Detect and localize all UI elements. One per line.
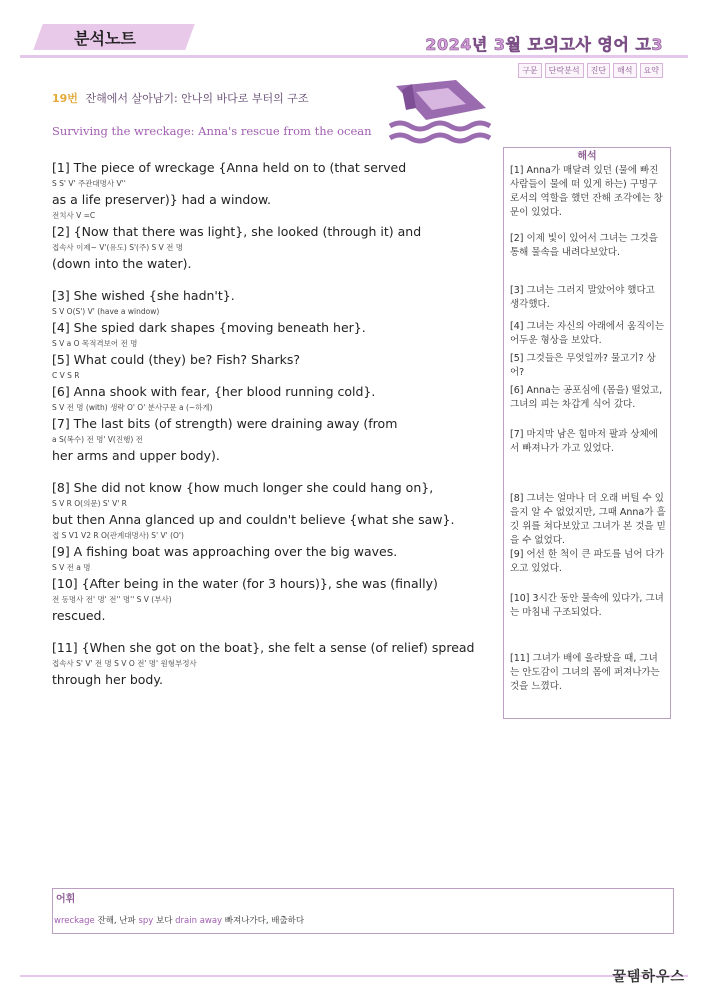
tag-item: 해석 bbox=[613, 63, 636, 78]
grammar-annotation: S V O(S') V' (have a window) bbox=[52, 307, 160, 316]
translation-item: [10] 3시간 동안 물속에 있다가, 그녀는 마침내 구조되었다. bbox=[510, 593, 664, 618]
sentence-line: [7] The last bits (of strength) were draining away (from bbox=[52, 416, 398, 431]
grammar-annotation: C V S R bbox=[52, 371, 80, 380]
grammar-annotation: 전 동명사 전' 명' 전'' 명'' S V (부사) bbox=[52, 595, 172, 604]
tag-item: 구문 bbox=[518, 63, 541, 78]
sentence-line: but then Anna glanced up and couldn't believe {what she saw}. bbox=[52, 512, 455, 527]
sentence-line: rescued. bbox=[52, 608, 106, 623]
analysis-body bbox=[52, 160, 492, 688]
shipwreck-icon bbox=[386, 78, 498, 150]
question-title bbox=[52, 90, 309, 106]
grammar-annotation: S V R O(의문) S' V' R bbox=[52, 499, 127, 508]
tag-item: 요약 bbox=[640, 63, 663, 78]
grammar-annotation: 접속사 S' V' 전 명 S V O 전' 명' 원형부정사 bbox=[52, 659, 197, 668]
sentence-line: [6] Anna shook with fear, {her blood running cold}. bbox=[52, 384, 376, 399]
question-number: 19번 bbox=[52, 92, 78, 105]
vocab-meaning: 보다 bbox=[156, 916, 173, 926]
translation-item: [7] 마지막 남은 힘마저 팔과 상체에서 빠져나가 가고 있었다. bbox=[510, 429, 658, 454]
sentence-line: [5] What could (they) be? Fish? Sharks? bbox=[52, 352, 301, 367]
grammar-annotation: 전치사 V =C bbox=[52, 211, 96, 220]
vocab-panel bbox=[52, 888, 674, 934]
translation-item: [3] 그녀는 그러지 말았어야 했다고 생각했다. bbox=[510, 285, 655, 310]
grammar-annotation: S V 전 명 (with) 생략 O' O' 분사구문 a (~하게) bbox=[52, 403, 213, 412]
brand-watermark: 꿀템하우스 bbox=[612, 969, 685, 985]
question-english-title: Surviving the wreckage: Anna's rescue from the ocean bbox=[52, 124, 372, 138]
question-korean-title: 잔해에서 살아남기: 안나의 바다로 부터의 구조 bbox=[85, 92, 309, 105]
vocab-word: wreckage bbox=[54, 916, 95, 926]
exam-title: 2024년 3월 모의고사 영어 고3 bbox=[425, 35, 663, 54]
translation-item: [5] 그것들은 무엇일까? 물고기? 상어? bbox=[510, 353, 656, 378]
translation-title: 해석 bbox=[577, 151, 597, 162]
header-divider bbox=[20, 55, 688, 58]
translation-item: [8] 그녀는 얼마나 더 오래 버틸 수 있을지 알 수 없었지만, 그때 Anna가 흘깃 위를 쳐다보았고 그녀가 본 것을 믿을 수 없었다. bbox=[510, 493, 666, 546]
grammar-annotation bbox=[52, 624, 492, 640]
sentence-line: [8] She did not know {how much longer she could hang on}, bbox=[52, 480, 434, 495]
vocab-word: drain away bbox=[175, 916, 223, 926]
translation-item: [9] 어선 한 척이 큰 파도를 넘어 다가오고 있었다. bbox=[510, 549, 664, 574]
tag-item: 진단 bbox=[587, 63, 610, 78]
vocab-list bbox=[54, 914, 304, 926]
translation-item: [4] 그녀는 자신의 아래에서 움직이는 어두운 형상을 보았다. bbox=[510, 321, 665, 346]
sentence-line: [10] {After being in the water (for 3 hours)}, she was (finally) bbox=[52, 576, 438, 591]
footer-divider bbox=[20, 975, 688, 977]
grammar-annotation bbox=[52, 272, 492, 288]
grammar-annotation: 접 S V1 V2 R O(관계대명사) S' V' (O') bbox=[52, 531, 184, 540]
vocab-word: spy bbox=[138, 916, 154, 926]
sentence-line: her arms and upper body). bbox=[52, 448, 220, 463]
translation-item: [11] 그녀가 배에 올라탔을 때, 그녀는 안도감이 그녀의 몸에 퍼져나가는 것을 느꼈다. bbox=[510, 653, 660, 692]
translation-panel bbox=[503, 147, 671, 719]
sentence-line: as a life preserver)} had a window. bbox=[52, 192, 272, 207]
sentence-line: through her body. bbox=[52, 672, 163, 687]
vocab-meaning: 잔해, 난파 bbox=[97, 916, 136, 926]
grammar-annotation: S S' V' 주관대명사 V'' bbox=[52, 179, 126, 188]
section-badge: 분석노트 bbox=[74, 29, 136, 48]
sentence-line: [2] {Now that there was light}, she looked (through it) and bbox=[52, 224, 422, 239]
grammar-annotation bbox=[52, 464, 492, 480]
tag-item: 단락분석 bbox=[545, 63, 584, 78]
grammar-annotation: 접속사 이제~ V'(유도) S'(주) S V 전 명 bbox=[52, 243, 184, 252]
grammar-annotation: S V 전 a 명 bbox=[52, 563, 91, 572]
grammar-annotation: a S(복수) 전 명' V(진행) 전 bbox=[52, 435, 143, 444]
translation-item: [6] Anna는 공포심에 (몸을) 떨었고, 그녀의 피는 차갑게 식어 갔다. bbox=[510, 385, 663, 410]
sentence-line: [9] A fishing boat was approaching over the big waves. bbox=[52, 544, 398, 559]
sentence-line: [4] She spied dark shapes {moving beneath her}. bbox=[52, 320, 366, 335]
vocab-title: 어휘 bbox=[56, 894, 76, 905]
translation-item: [2] 이제 빛이 있어서 그녀는 그것을 통해 물속을 내려다보았다. bbox=[510, 233, 658, 258]
sentence-line: (down into the water). bbox=[52, 256, 192, 271]
translation-item: [1] Anna가 매달려 있던 (물에 빠진 사람들이 물에 떠 있게 하는) 구명구로서의 역할을 했던 잔해 조각에는 창문이 있었다. bbox=[510, 165, 663, 218]
grammar-annotation: S V a O 목적격보어 전 명 bbox=[52, 339, 138, 348]
sentence-line: [11] {When she got on the boat}, she felt a sense (of relief) spread bbox=[52, 640, 475, 655]
vocab-meaning: 빠져나가다, 배출하다 bbox=[224, 916, 305, 926]
sentence-line: [1] The piece of wreckage {Anna held on to (that served bbox=[52, 160, 407, 175]
sentence-line: [3] She wished {she hadn't}. bbox=[52, 288, 235, 303]
tag-list bbox=[518, 63, 663, 78]
